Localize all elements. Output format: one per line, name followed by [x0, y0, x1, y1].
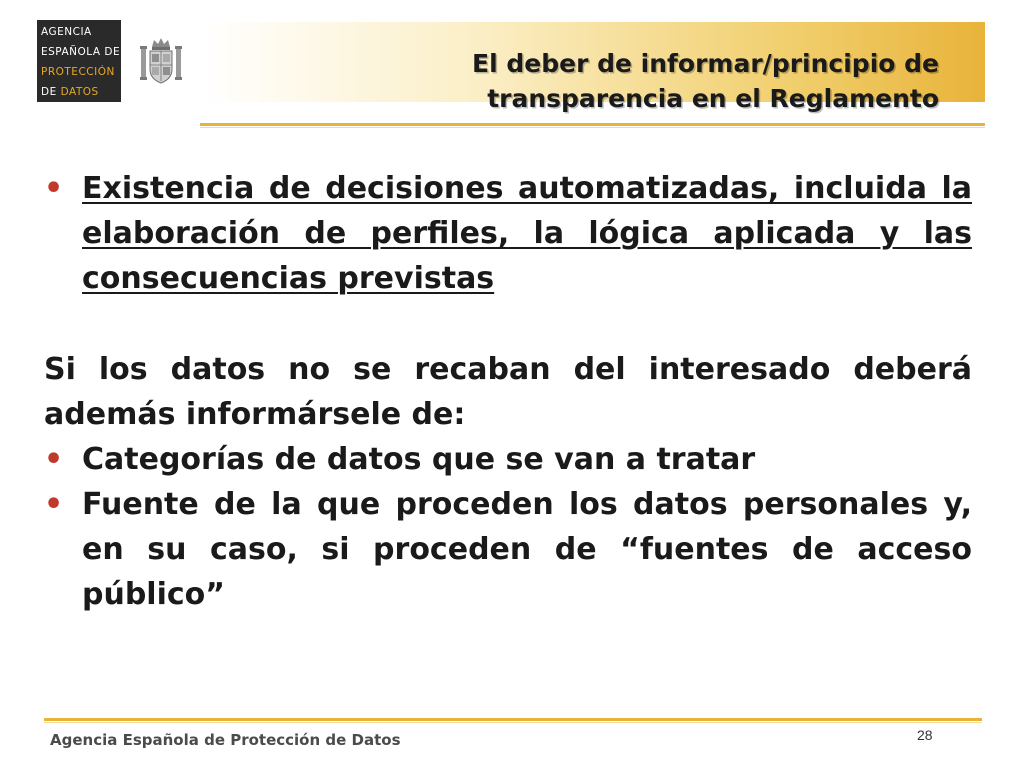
logo-line-3: PROTECCIÓN	[41, 66, 115, 78]
bullet-item	[44, 482, 972, 617]
bullet-text: Categorías de datos que se van a tratar	[82, 442, 756, 477]
header-bar	[200, 22, 985, 113]
logo-line-4-gold: DATOS	[60, 86, 99, 98]
bullet-item	[44, 437, 972, 482]
footer-rule-secondary	[44, 722, 982, 723]
slide-title-line-1: El deber de informar/principio de	[472, 49, 939, 78]
slide-title	[319, 46, 939, 116]
bullet-icon: •	[44, 442, 64, 477]
logo-line-4	[41, 83, 118, 102]
aepd-logo	[37, 20, 121, 102]
bullet-item	[44, 166, 972, 301]
slide-title-line-2: transparencia en el Reglamento	[487, 84, 939, 113]
logo-line-1: AGENCIA	[41, 26, 92, 38]
footer-rule	[44, 718, 982, 721]
logo-line-4-white: DE	[41, 86, 61, 98]
bullet-icon: •	[44, 171, 64, 206]
footer-organization: Agencia Española de Protección de Datos	[50, 731, 401, 749]
header-rule	[200, 123, 985, 126]
bullet-text: Existencia de decisiones automatizadas, incluida la elaboración de perfiles, la lógica aplicada y las consecuencias previstas	[82, 171, 972, 296]
header-rule-secondary	[200, 127, 985, 128]
bullet-icon: •	[44, 487, 64, 522]
slide-body	[44, 166, 972, 617]
page-number: 28	[917, 727, 933, 743]
body-paragraph: Si los datos no se recaban del interesado deberá además informársele de:	[44, 352, 972, 432]
bullet-text: Fuente de la que proceden los datos personales y, en su caso, si proceden de “fuentes de acceso público”	[82, 487, 972, 612]
spanish-coat-of-arms-icon	[139, 37, 183, 85]
logo-line-2: ESPAÑOLA DE	[41, 46, 121, 58]
